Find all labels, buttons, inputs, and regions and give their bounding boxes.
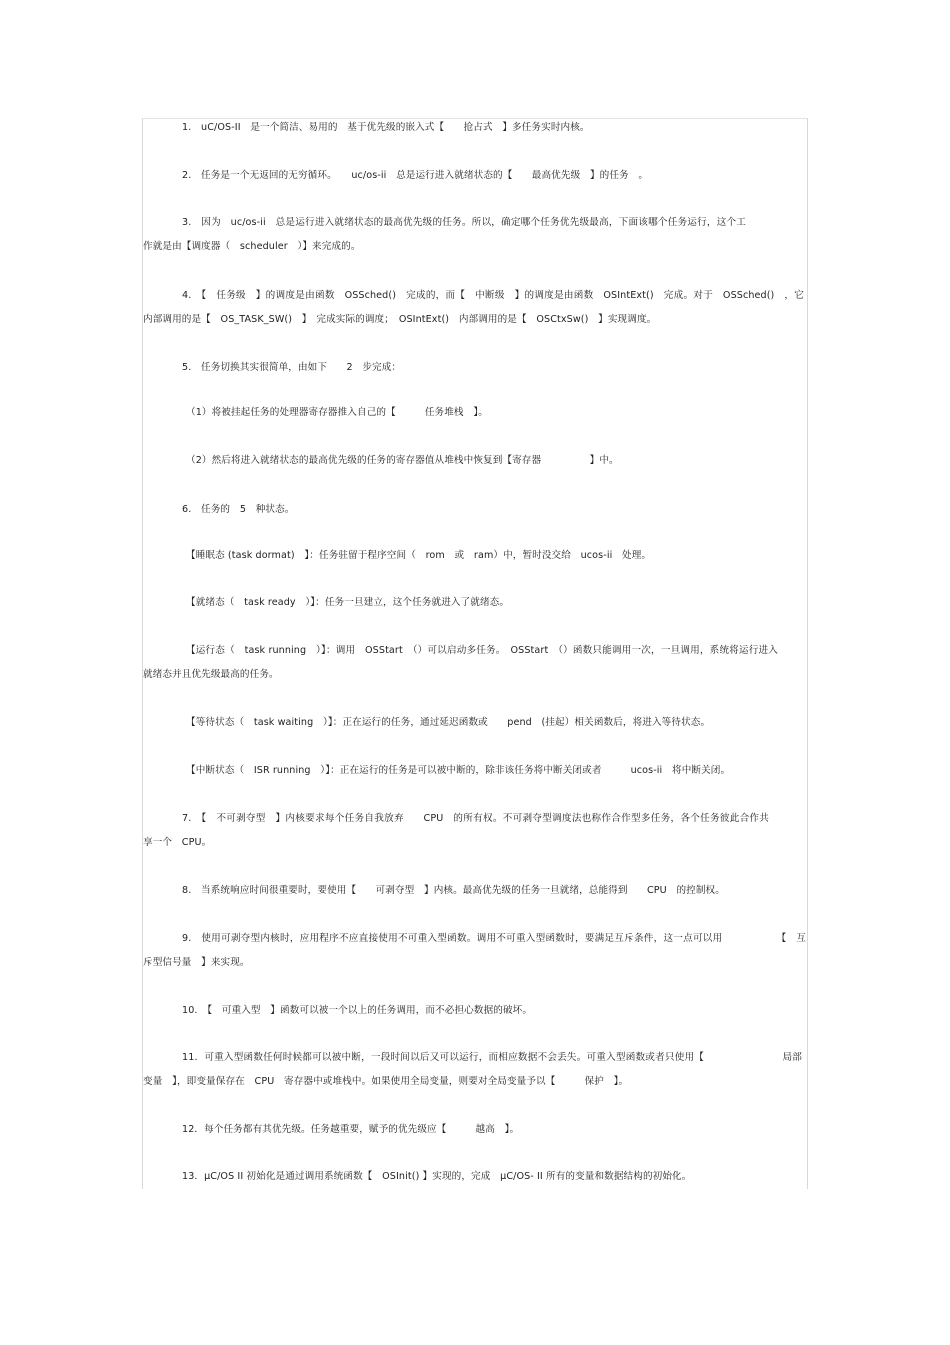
item-6: 6. 任务的 5 种状态。 <box>182 504 295 515</box>
item-3-line-2: 作就是由【调度器（ scheduler ）】来完成的。 <box>143 241 361 252</box>
item-13: 13．μC/OS II 初始化是通过调用系统函数【 OSInit() 】实现的，完成 μC/OS- II 所有的变量和数据结构的初始化。 <box>182 1171 692 1182</box>
item-3-line-1: 3. 因为 uc/os-ii 总是运行进入就绪状态的最高优先级的任务。所以，确定哪个任务优先级最高，下面该哪个任务运行，这个工 <box>182 217 746 228</box>
item-4-line-2: 内部调用的是【 OS_TASK_SW() 】 完成实际的调度； OSIntExt() 内部调用的是【 OSCtxSw() 】实现调度。 <box>143 314 657 325</box>
item-8: 8. 当系统响应时间很重要时，要使用【 可剥夺型 】内核。最高优先级的任务一旦就绪，总能得到 CPU 的控制权。 <box>182 885 725 896</box>
item-9-line-1: 9. 使用可剥夺型内核时，应用程序不应直接使用不可重入型函数。调用不可重入型函数时，要满足互斥条件，这一点可以用 【 互 <box>182 933 806 944</box>
item-5-step-1: （1）将被挂起任务的处理器寄存器推入自己的【 任务堆栈 】。 <box>186 407 488 418</box>
state-ready: 【就绪态（ task ready ）】：任务一旦建立，这个任务就进入了就绪态。 <box>186 597 510 608</box>
state-isr-running: 【中断状态（ ISR running ）】：正在运行的任务是可以被中断的，除非该任务将中断关闭或者 ucos-ii 将中断关闭。 <box>186 765 731 776</box>
item-4-line-1: 4. 【 任务级 】的调度是由函数 OSSched() 完成的，而【 中断级 】的调度是由函数 OSIntExt() 完成。对于 OSSched() ，它 <box>182 290 804 301</box>
item-5: 5. 任务切换其实很简单，由如下 2 步完成： <box>182 362 402 373</box>
item-1: 1. uC/OS-II 是一个简洁、易用的 基于优先级的嵌入式【 抢占式 】多任务实时内核。 <box>182 122 590 133</box>
state-dormant: 【睡眠态 (task dormat) 】：任务驻留于程序空间（ rom 或 ram）中，暂时没交给 ucos-ii 处理。 <box>186 550 652 561</box>
item-10: 10. 【 可重入型 】函数可以被一个以上的任务调用，而不必担心数据的破坏。 <box>182 1005 533 1016</box>
item-2: 2. 任务是一个无返回的无穷循环。 uc/os-ii 总是运行进入就绪状态的【 最高优先级 】的任务 。 <box>182 170 649 181</box>
item-7-line-1: 7. 【 不可剥夺型 】内核要求每个任务自我放弃 CPU 的所有权。不可剥夺型调度法也称作合作型多任务，各个任务彼此合作共 <box>182 813 769 824</box>
state-running-line-1: 【运行态（ task running ）】：调用 OSStart （）可以启动多任务。 OSStart （）函数只能调用一次，一旦调用，系统将运行进入 <box>186 645 778 656</box>
state-running-line-2: 就绪态并且优先级最高的任务。 <box>143 669 279 680</box>
item-9-line-2: 斥型信号量 】来实现。 <box>143 957 250 968</box>
item-12: 12．每个任务都有其优先级。任务越重要，赋予的优先级应【 越高 】。 <box>182 1124 520 1135</box>
item-11-line-2: 变量 】，即变量保存在 CPU 寄存器中或堆栈中。如果使用全局变量，则要对全局变量予以【 保护 】。 <box>143 1076 629 1087</box>
item-7-line-2: 享一个 CPU。 <box>143 837 212 848</box>
item-11-line-1: 11．可重入型函数任何时候都可以被中断，一段时间以后又可以运行，而相应数据不会丢失。可重入型函数或者只使用【 局部 <box>182 1052 802 1063</box>
item-5-step-2: （2）然后将进入就绪状态的最高优先级的任务的寄存器值从堆栈中恢复到【寄存器 】中。 <box>186 455 619 466</box>
state-waiting: 【等待状态（ task waiting ）】：正在运行的任务，通过延迟函数或 pend (挂起）相关函数后，将进入等待状态。 <box>186 717 711 728</box>
